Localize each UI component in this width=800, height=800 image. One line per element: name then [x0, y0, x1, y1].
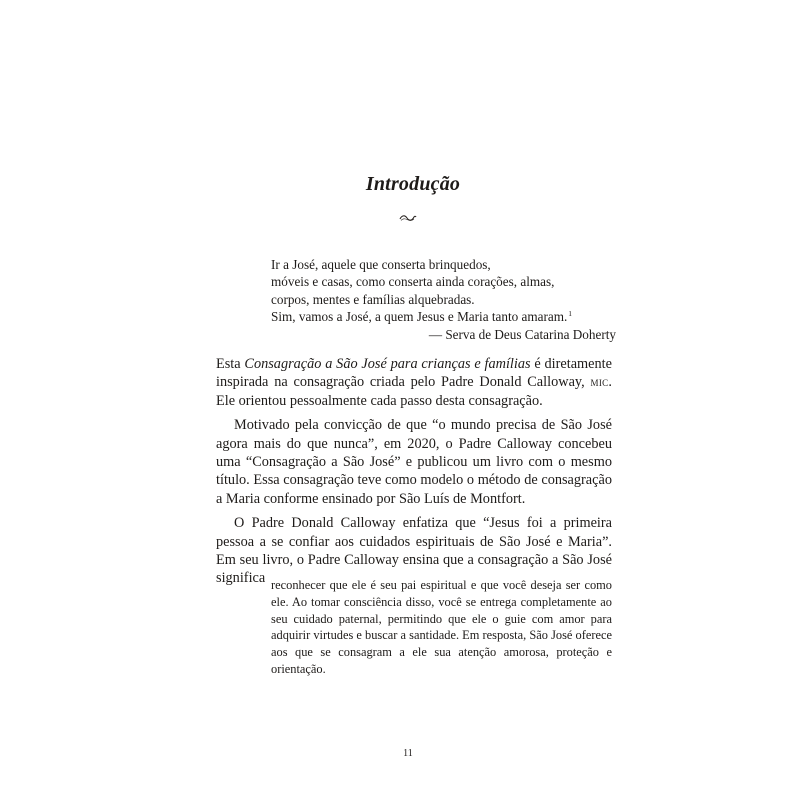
paragraph-2: Motivado pela convicção de que “o mundo precisa de São José agora mais do que nunca”, em 2020, o Padre Calloway concebeu uma “Consagração a São José” e publicou um livro com o mesmo título. Essa consagração teve como modelo o método de consagração a Maria conforme ensinado por São Luís de Montfort.	[216, 417, 612, 507]
paragraph-1	[216, 355, 612, 410]
epigraph-line	[271, 308, 616, 325]
epigraph-attribution: — Serva de Deus Catarina Doherty	[428, 327, 616, 343]
epigraph-line: móveis e casas, como conserta ainda corações, almas,	[271, 274, 555, 290]
book-title-italic: Consagração a São José para crianças e famílias	[244, 356, 531, 372]
block-quote: reconhecer que ele é seu pai espiritual e que você deseja ser como ele. Ao tomar consciência disso, você se entrega completamente ao seu cuidado paternal, permitindo que ele o guie com amor para adquirir virtudes e buscar a santidade. Em resposta, São José oferece aos que se consagram a ele sua atenção amorosa, proteção e orientação.	[271, 578, 612, 676]
chapter-title: Introdução	[365, 173, 461, 195]
epigraph-line: Ir a José, aquele que conserta brinquedos,	[271, 257, 491, 272]
paragraph-1-text: é diretamente inspirada na consagração criada pelo Padre Donald Calloway,	[216, 356, 612, 391]
epigraph-line: corpos, mentes e famílias alquebradas.	[271, 291, 475, 307]
paragraph-1-text: Esta	[216, 356, 245, 372]
order-abbreviation: mic	[590, 374, 609, 390]
swash-ornament-icon	[399, 213, 417, 223]
footnote-mark: 1	[568, 308, 573, 318]
epigraph-line-text: Sim, vamos a José, a quem Jesus e Maria tanto amaram.	[271, 308, 568, 324]
paragraph-3: O Padre Donald Calloway enfatiza que “Jesus foi a primeira pessoa a se confiar aos cuidados espirituais de São José e Maria”. Em seu livro, o Padre Calloway ensina que a consagração a São José significa	[216, 515, 612, 587]
body-text	[216, 355, 612, 594]
epigraph	[271, 256, 616, 343]
page-number: 11	[403, 748, 413, 759]
paragraph-1-text: . Ele orientou pessoalmente cada passo desta consagração.	[216, 374, 612, 409]
